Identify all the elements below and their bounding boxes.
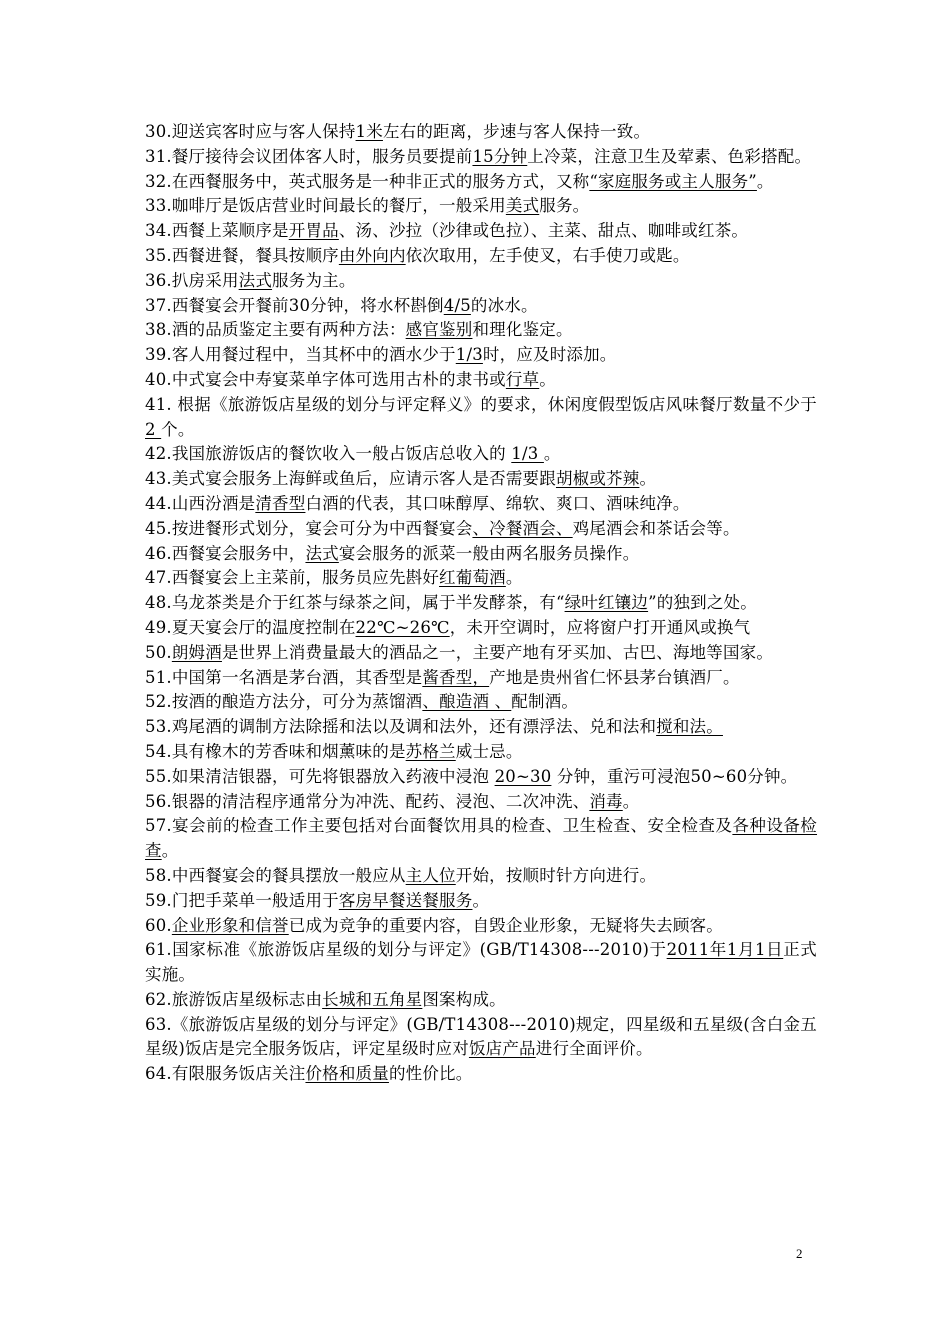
- question-text: 鸡尾酒会和茶话会等。: [572, 518, 740, 538]
- question-text: 依次取用，左手使叉，右手使刀或匙。: [405, 245, 690, 265]
- question-text: 配制酒。: [511, 692, 579, 712]
- answer-blank: 美式: [505, 196, 540, 216]
- question-text: 的性价比。: [388, 1064, 473, 1084]
- answer-blank: 法式: [305, 543, 339, 563]
- answer-blank: 20~30: [494, 766, 552, 786]
- question-text: 41. 根据《旅游饭店星级的划分与评定释义》的要求，休闲度假型饭店风味餐厅数量不少于: [145, 394, 817, 414]
- question-text: 上冷菜，注意卫生及荤素、色彩搭配。: [527, 146, 812, 166]
- question-text: 进行全面评价。: [535, 1039, 653, 1059]
- answer-blank: 朗姆酒: [171, 642, 222, 662]
- question-text: 宴会服务的派菜一般由两名服务员操作。: [338, 543, 640, 563]
- question-item: [145, 542, 817, 567]
- answer-blank: 、酿造酒 、: [422, 692, 512, 712]
- question-text: 开始，按顺时针方向进行。: [455, 865, 657, 885]
- question-item: [145, 492, 817, 517]
- question-item: [145, 616, 817, 641]
- question-text: 正式实施。: [145, 940, 817, 985]
- question-text: ，未开空调时，应将窗户打开通风或换气: [449, 617, 751, 637]
- question-text: 。: [543, 444, 561, 464]
- question-text: 服务。: [539, 196, 590, 216]
- question-text: 分钟，重污可浸泡50~60分钟。: [551, 766, 798, 786]
- answer-blank: 客房早餐送餐服务: [338, 890, 473, 910]
- question-text: 图案构成。: [422, 989, 506, 1009]
- question-text: 64.有限服务饭店关注: [145, 1064, 306, 1084]
- question-text: 48.乌龙茶类是介于红茶与绿茶之间，属于半发酵茶，有“: [145, 593, 565, 613]
- question-text: 42.我国旅游饭店的餐饮收入一般占饭店总收入的: [145, 444, 512, 464]
- question-item: [145, 343, 817, 368]
- question-text: 44.山西汾酒是: [145, 493, 256, 513]
- question-text: 。: [639, 469, 657, 489]
- answer-blank: 2011年1月1日: [666, 940, 784, 960]
- question-text: 54.具有橡木的芳香味和烟薰味的是: [145, 741, 406, 761]
- question-item: [145, 641, 817, 666]
- question-text: 个。: [161, 419, 195, 439]
- answer-blank: 价格和质量: [305, 1064, 389, 1084]
- question-text: 62.旅游饭店星级标志由: [145, 989, 323, 1009]
- answer-blank: 胡椒或芥辣: [555, 469, 640, 489]
- question-text: 已成为竞争的重要内容，自毁企业形象，无疑将失去顾客。: [288, 915, 723, 935]
- answer-blank: 搅和法。: [656, 717, 723, 737]
- answer-blank: 企业形象和信誉: [171, 915, 289, 935]
- question-item: [145, 715, 817, 740]
- answer-blank: 绿叶红镶边: [564, 593, 649, 613]
- question-item: [145, 864, 817, 889]
- question-item: [145, 740, 817, 765]
- question-item: [145, 765, 817, 790]
- question-text: 。: [161, 841, 179, 861]
- question-text: 。: [756, 171, 774, 191]
- question-item: [145, 269, 817, 294]
- question-item: [145, 120, 817, 145]
- question-item: [145, 219, 817, 244]
- question-text: 。: [472, 890, 490, 910]
- question-text: 36.扒房采用: [145, 270, 239, 290]
- answer-blank: 主人位: [405, 865, 456, 885]
- question-item: [145, 318, 817, 343]
- question-item: [145, 988, 817, 1013]
- answer-blank: 、冷餐酒会、: [472, 518, 573, 538]
- question-text: 52.按酒的酿造方法分，可分为蒸馏酒: [145, 692, 423, 712]
- question-item: [145, 814, 817, 864]
- answer-blank: 1/3: [455, 345, 483, 365]
- answer-blank: 法式: [238, 270, 273, 290]
- answer-blank: 苏格兰: [405, 741, 456, 761]
- question-item: [145, 145, 817, 170]
- question-text: 56.银器的清洁程序通常分为冲洗、配药、浸泡、二次冲洗、: [145, 791, 590, 811]
- question-text: 是世界上消费量最大的酒品之一，主要产地有牙买加、古巴、海地等国家。: [221, 642, 774, 662]
- question-text: 32.在西餐服务中，英式服务是一种非正式的服务方式，又称: [145, 171, 590, 191]
- question-text: 37.西餐宴会开餐前30分钟，将水杯斟倒: [145, 295, 444, 315]
- question-item: [145, 467, 817, 492]
- question-text: ”的独到之处。: [648, 593, 757, 613]
- answer-blank: 各种设备检查: [145, 816, 818, 861]
- question-item: [145, 690, 817, 715]
- page-number: 2: [796, 1246, 803, 1261]
- answer-blank: 2: [145, 419, 162, 439]
- question-text: 51.中国第一名酒是茅台酒，其香型是: [145, 667, 423, 687]
- question-text: 50.: [145, 642, 172, 662]
- question-text: 45.按进餐形式划分，宴会可分为中西餐宴会: [145, 518, 473, 538]
- question-text: 34.西餐上菜顺序是: [145, 221, 289, 241]
- answer-blank: 1/3: [511, 444, 544, 464]
- question-text: 40.中式宴会中寿宴菜单字体可选用古朴的隶书或: [145, 369, 506, 389]
- question-text: 的冰水。: [470, 295, 538, 315]
- question-item: [145, 1013, 817, 1063]
- question-text: 服务为主。: [272, 270, 356, 290]
- answer-blank: 清香型: [255, 493, 306, 513]
- answer-blank: 红葡萄酒: [439, 568, 506, 588]
- answer-blank: 消毒: [589, 791, 623, 811]
- answer-blank: 长城和五角星: [322, 989, 423, 1009]
- question-text: 55.如果清洁银器，可先将银器放入药液中浸泡: [145, 766, 495, 786]
- question-text: 。: [505, 568, 523, 588]
- answer-blank: 感官鉴别: [405, 320, 473, 340]
- question-text: 38.酒的品质鉴定主要有两种方法：: [145, 320, 406, 340]
- question-text: 39.客人用餐过程中，当其杯中的酒水少于: [145, 345, 456, 365]
- answer-blank: 1米: [355, 122, 383, 141]
- answer-blank: 22℃~26℃: [355, 617, 450, 637]
- question-item: [145, 566, 817, 591]
- question-item: [145, 666, 817, 691]
- question-item: [145, 938, 817, 988]
- answer-blank: 开胃品: [288, 221, 339, 241]
- question-text: 白酒的代表，其口味醇厚、绵软、爽口、酒味纯净。: [305, 493, 690, 513]
- question-text: 61.国家标准《旅游饭店星级的划分与评定》(GB/T14308---2010)于: [145, 940, 667, 960]
- question-item: [145, 889, 817, 914]
- question-text: 47.西餐宴会上主菜前，服务员应先斟好: [145, 568, 440, 588]
- question-item: [145, 517, 817, 542]
- answer-blank: 4/5: [443, 295, 471, 315]
- question-item: [145, 790, 817, 815]
- answer-blank: 饭店产品: [468, 1039, 536, 1059]
- answer-blank: “家庭服务或主人服务”: [589, 171, 757, 191]
- question-text: 31.餐厅接待会议团体客人时，服务员要提前: [145, 146, 473, 166]
- question-text: 。: [539, 369, 556, 389]
- question-text: 产地是贵州省仁怀县茅台镇酒厂。: [489, 667, 740, 687]
- answer-blank: 酱香型，: [422, 667, 490, 687]
- question-text: 58.中西餐宴会的餐具摆放一般应从: [145, 865, 406, 885]
- question-text: 33.咖啡厅是饭店营业时间最长的餐厅，一般采用: [145, 196, 506, 216]
- answer-blank: 15分钟: [472, 146, 528, 166]
- question-text: 43.美式宴会服务上海鲜或鱼后，应请示客人是否需要跟: [145, 469, 556, 489]
- question-item: [145, 194, 817, 219]
- question-item: [145, 591, 817, 616]
- question-text: 60.: [145, 915, 172, 935]
- question-item: [145, 170, 817, 195]
- question-item: [145, 393, 817, 443]
- question-text: 30.迎送宾客时应与客人保持: [145, 122, 356, 141]
- question-text: 35.西餐进餐，餐具按顺序: [145, 245, 339, 265]
- question-text: 53.鸡尾酒的调制方法除摇和法以及调和法外，还有漂浮法、兑和法和: [145, 717, 657, 737]
- answer-blank: 行草: [505, 369, 540, 389]
- question-text: 。: [622, 791, 640, 811]
- question-item: [145, 368, 817, 393]
- question-item: [145, 442, 817, 467]
- question-item: [145, 1062, 817, 1087]
- question-item: [145, 244, 817, 269]
- question-text: 时，应及时添加。: [482, 345, 617, 365]
- question-text: 威士忌。: [455, 741, 523, 761]
- question-text: 57.宴会前的检查工作主要包括对台面餐饮用具的检查、卫生检查、安全检查及: [145, 816, 733, 836]
- question-text: 左右的距离，步速与客人保持一致。: [382, 122, 651, 141]
- question-list: [145, 120, 817, 1087]
- question-text: 、汤、沙拉（沙律或色拉）、主菜、甜点、咖啡或红茶。: [338, 221, 749, 241]
- answer-blank: 由外向内: [338, 245, 406, 265]
- question-text: 49.夏天宴会厅的温度控制在: [145, 617, 356, 637]
- question-text: 59.门把手菜单一般适用于: [145, 890, 339, 910]
- question-item: [145, 294, 817, 319]
- question-text: 46.西餐宴会服务中，: [145, 543, 306, 563]
- question-item: [145, 914, 817, 939]
- question-text: 63.《旅游饭店星级的划分与评定》(GB/T14308---2010)规定，四星级和五星级(含白金五星级)饭店是完全服务饭店，评定星级时应对: [145, 1014, 817, 1059]
- question-text: 和理化鉴定。: [472, 320, 573, 340]
